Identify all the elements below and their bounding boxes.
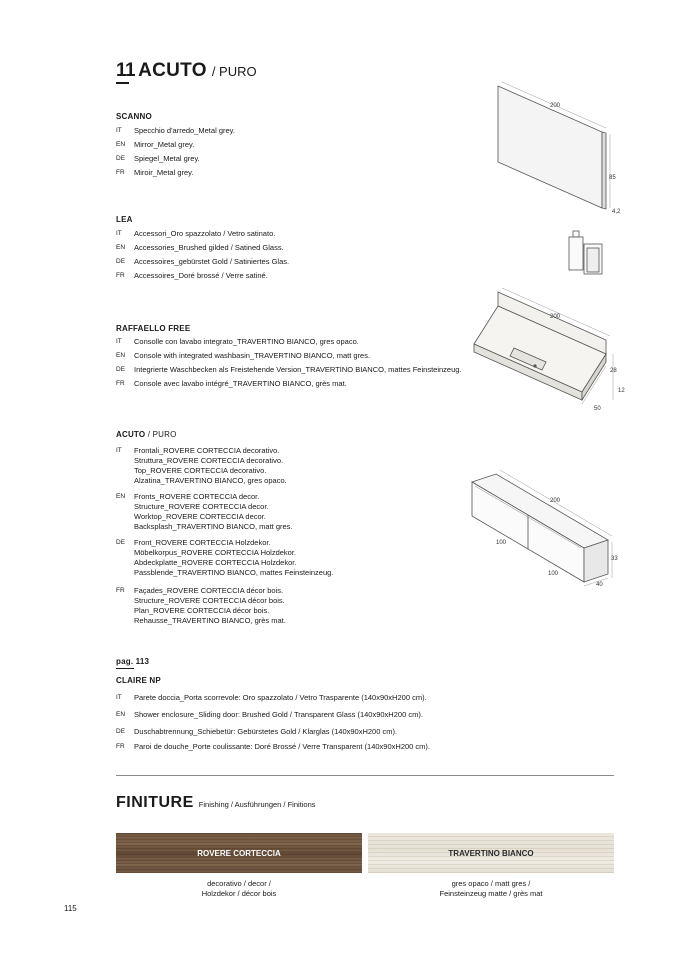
swatch-rovere-corteccia <box>116 833 362 873</box>
list-item: FR Miroir_Metal grey. <box>116 168 194 177</box>
collection-name: ACUTO <box>138 60 207 81</box>
page-reference: pag. 113 <box>116 657 150 666</box>
dim-width: 200 <box>550 498 561 504</box>
section-title-raffaello: RAFFAELLO FREE <box>116 324 191 333</box>
section-title-acuto: ACUTO / PURO <box>116 430 177 439</box>
list-item: FR Paroi de douche_Porte coulissante: Doré Brossé / Verre Transparent (140x90xH200 cm). <box>116 742 430 751</box>
dim-height: 85 <box>609 175 616 181</box>
list-item: IT Specchio d'arredo_Metal grey. <box>116 126 235 135</box>
list-item: EN Fronts_ROVERE CORTECCIA decor. Structure_ROVERE CORTECCIA decor. Worktop_ROVERE CORTECCIA decor. Backsplash_TRAVERTINO BIANCO, matt gres. <box>116 492 293 531</box>
list-item: IT Accessori_Oro spazzolato / Vetro satinato. <box>116 229 276 238</box>
list-item: IT Parete doccia_Porta scorrevole: Oro spazzolato / Vetro Trasparente (140x90xH200 cm). <box>116 693 427 702</box>
list-item: EN Accessories_Brushed gilded / Satined Glass. <box>116 243 284 252</box>
list-item: IT Frontali_ROVERE CORTECCIA decorativo. Struttura_ROVERE CORTECCIA decorativo. Top_ROVERE CORTECCIA decorativo. Alzatina_TRAVERTINO BIANCO, gres opaco. <box>116 446 287 485</box>
list-item: EN Shower enclosure_Sliding door: Brushed Gold / Transparent Glass (140x90xH200 cm). <box>116 710 423 719</box>
list-item: IT Consolle con lavabo integrato_TRAVERTINO BIANCO, gres opaco. <box>116 337 359 346</box>
dim-depth: 40 <box>596 582 603 588</box>
accessories-drawing <box>560 228 610 278</box>
collection-sub: / PURO <box>211 64 257 79</box>
page-number: 115 <box>64 904 77 913</box>
section-title-claire: CLAIRE NP <box>116 676 161 685</box>
list-item: DE Accessoires_gebürstet Gold / Satiniertes Glas. <box>116 257 290 266</box>
list-item: FR Façades_ROVERE CORTECCIA décor bois. Structure_ROVERE CORTECCIA décor bois. Plan_ROVERE CORTECCIA décor bois. Rehausse_TRAVERTINO BIANCO, grès mat. <box>116 586 286 625</box>
dim-right: 100 <box>548 571 559 577</box>
dim-depth: 50 <box>594 406 601 412</box>
list-item: FR Accessoires_Doré brossé / Verre satiné. <box>116 271 268 280</box>
finiture-heading <box>116 794 316 812</box>
section-title-lea: LEA <box>116 215 133 224</box>
swatch-travertino-bianco <box>368 833 614 873</box>
list-item: DE Duschabtrennung_Schiebetür: Gebürstetes Gold / Klarglas (140x90xH200 cm). <box>116 727 398 736</box>
dim-thickness: 12 <box>618 388 625 394</box>
list-item: DE Front_ROVERE CORTECCIA Holzdekor. Möbelkorpus_ROVERE CORTECCIA Holzdekor. Abdeckplatte_ROVERE CORTECCIA Holzdekor. Passblende_TRAVERTINO BIANCO, mattes Feinsteinzeug. <box>116 538 334 577</box>
dim-width: 200 <box>550 314 561 320</box>
list-item: DE Spiegel_Metal grey. <box>116 154 200 163</box>
dim-width: 200 <box>550 103 561 109</box>
finiture-title: FINITURE <box>116 794 194 811</box>
swatch-label: ROVERE CORTECCIA <box>197 848 281 858</box>
section-title-scanno: SCANNO <box>116 112 152 121</box>
list-item: EN Console with integrated washbasin_TRAVERTINO BIANCO, matt gres. <box>116 351 371 360</box>
section-divider <box>116 775 614 776</box>
dim-left: 100 <box>496 540 507 546</box>
swatch-caption: gres opaco / matt gres / Feinsteinzeug matte / grès mat <box>439 879 543 898</box>
title-underline <box>116 82 129 84</box>
dim-height: 33 <box>611 556 618 562</box>
list-item: DE Integrierte Waschbecken als Freistehende Version_TRAVERTINO BIANCO, mattes Feinsteinzeug. <box>116 365 462 374</box>
pag-underline <box>116 668 134 669</box>
swatch-label: TRAVERTINO BIANCO <box>448 848 534 858</box>
swatch-caption: decorativo / decor / Holzdekor / décor bois <box>201 879 277 898</box>
console-drawing <box>470 288 630 418</box>
list-item: EN Mirror_Metal grey. <box>116 140 195 149</box>
finiture-subtitle: Finishing / Ausführungen / Finitions <box>198 800 316 809</box>
list-item: FR Console avec lavabo intégré_TRAVERTINO BIANCO, grès mat. <box>116 379 347 388</box>
page-title <box>116 60 257 82</box>
collection-number: 11 <box>116 60 136 81</box>
mirror-drawing <box>490 80 630 220</box>
dim-height: 28 <box>610 368 617 374</box>
dim-depth: 4,2 <box>612 209 621 215</box>
cabinet-drawing <box>470 470 630 595</box>
